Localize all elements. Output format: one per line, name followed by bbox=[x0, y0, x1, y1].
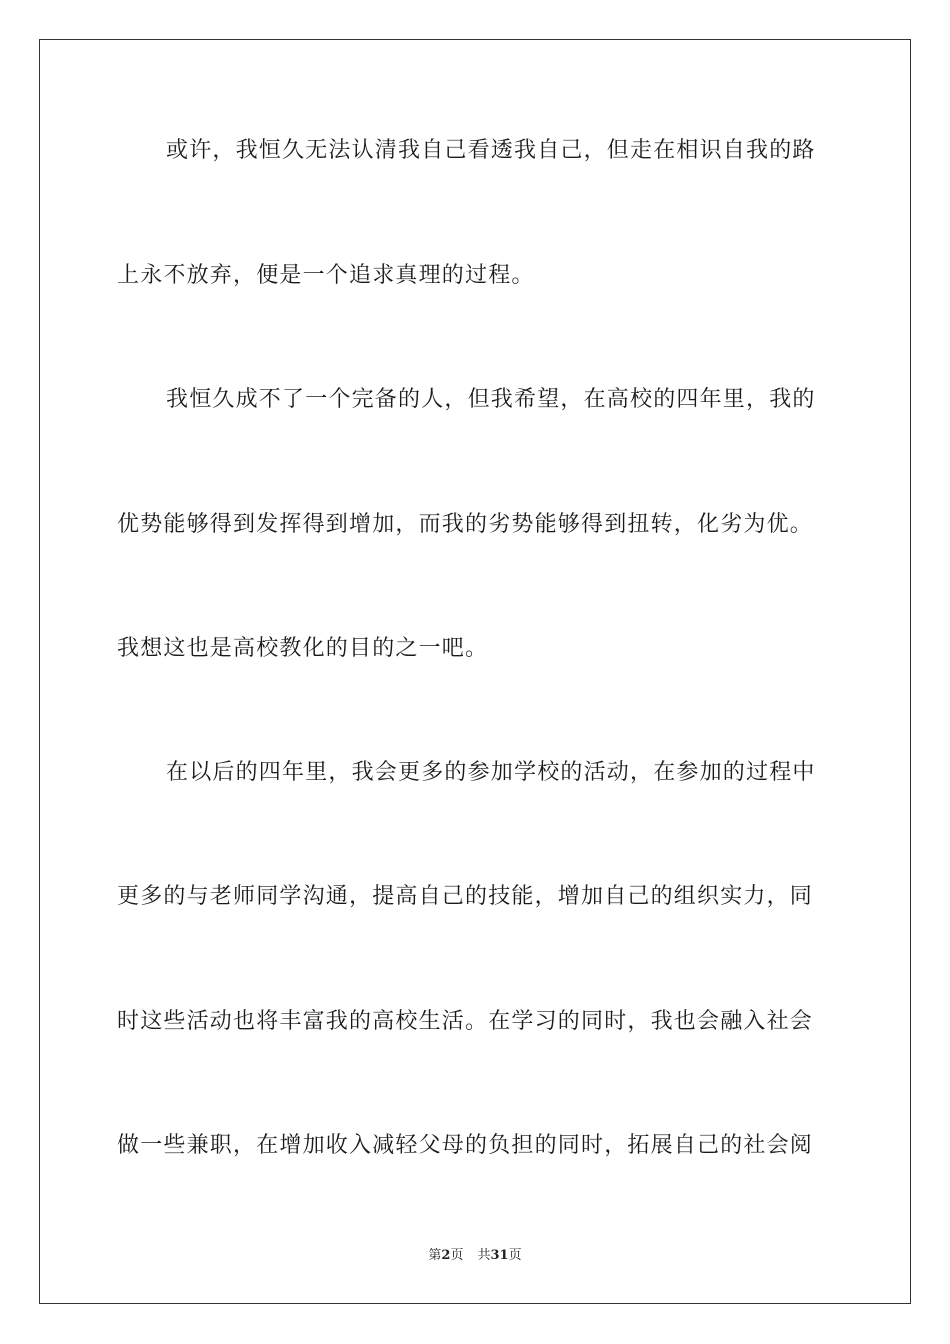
text-line-8: 时这些活动也将丰富我的高校生活。在学习的同时，我也会融入社会 bbox=[117, 1009, 814, 1034]
page-number: 2 bbox=[441, 1248, 451, 1263]
text-line-3: 我恒久成不了一个完备的人，但我希望，在高校的四年里，我的 bbox=[166, 387, 816, 412]
page-prefix: 第 bbox=[428, 1248, 442, 1263]
text-line-1: 或许，我恒久无法认清我自己看透我自己，但走在相识自我的路 bbox=[166, 138, 816, 163]
page-footer bbox=[0, 1247, 950, 1265]
text-line-9: 做一些兼职，在增加收入减轻父母的负担的同时，拓展自己的社会阅 bbox=[117, 1133, 814, 1158]
text-line-5: 我想这也是高校教化的目的之一吧。 bbox=[117, 636, 489, 661]
total-pages: 31 bbox=[490, 1248, 509, 1263]
page-suffix: 页 bbox=[450, 1248, 464, 1263]
total-suffix: 页 bbox=[508, 1248, 522, 1263]
text-line-6: 在以后的四年里，我会更多的参加学校的活动，在参加的过程中 bbox=[166, 760, 816, 785]
page-border bbox=[39, 39, 911, 1304]
text-line-2: 上永不放弃，便是一个追求真理的过程。 bbox=[117, 263, 535, 288]
total-prefix: 共 bbox=[477, 1248, 491, 1263]
text-line-4: 优势能够得到发挥得到增加，而我的劣势能够得到扭转，化劣为优。 bbox=[117, 512, 814, 537]
text-line-7: 更多的与老师同学沟通，提高自己的技能，增加自己的组织实力，同 bbox=[117, 884, 814, 909]
